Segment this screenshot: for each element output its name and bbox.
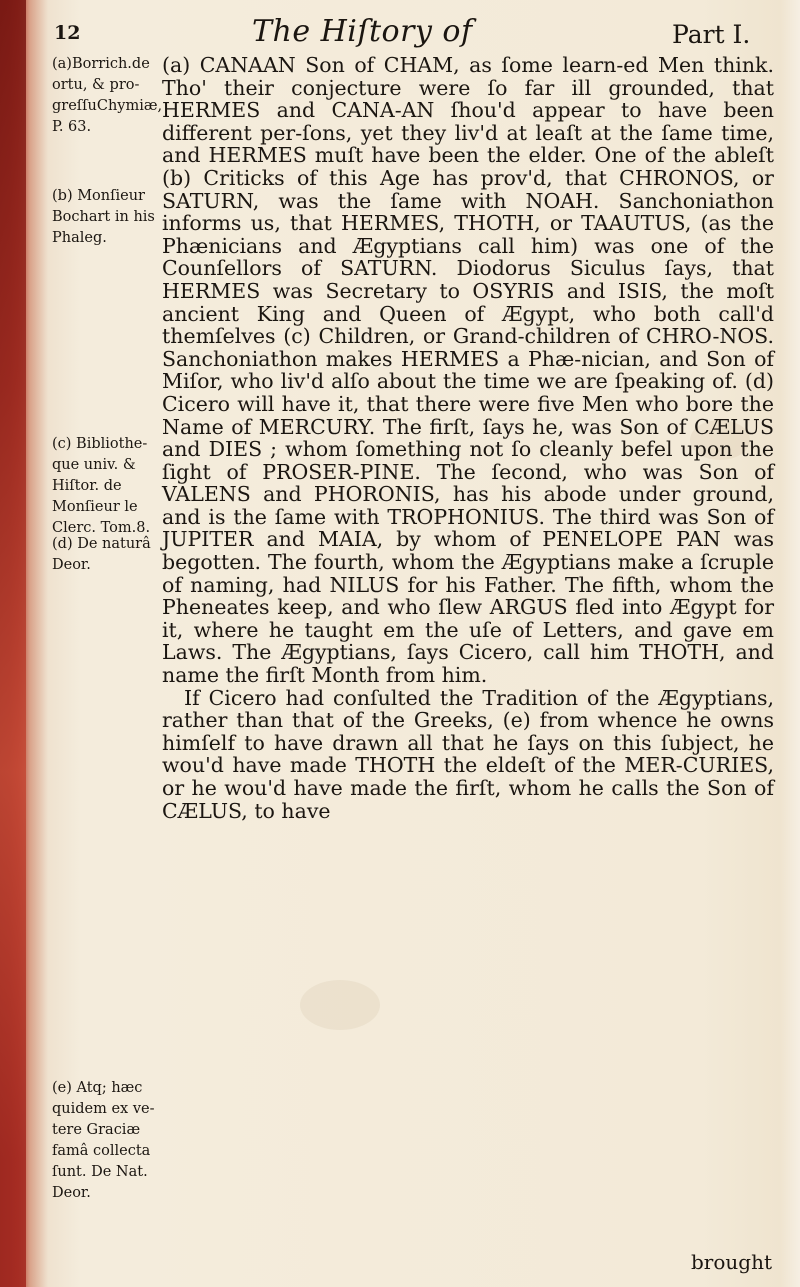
running-header	[0, 14, 800, 54]
paragraph-1: (a) CANAAN Son of CHAM, as ſome learn-ed Men think. Tho' their conjecture were ſo far ill grounded, that HERMES and CANA-AN ſhou'd appear to have been different per-ſons, yet they liv'd at leaſt at the ſame time, and HERMES muſt have been the elder. One of the ableſt (b) Criticks of this Age has prov'd, that CHRONOS, or SATURN, was the ſame with NOAH. Sanchoniathon informs us, that HERMES, THOTH, or TAAUTUS, (as the Phænicians and Ægyptians call him) was one of the Counſellors of SATURN. Diodorus Siculus ſays, that HERMES was Secretary to OSYRIS and ISIS, the moſt ancient King and Queen of Ægypt, who both call'd themſelves (c) Children, or Grand-children of CHRO-NOS. Sanchoniathon makes HERMES a Phæ-nician, and Son of Miſor, who liv'd alſo about the time we are ſpeaking of. (d) Cicero will have it, that there were five Men who bore the Name of MERCURY. The firſt, ſays he, was Son of CÆLUS and DIES ; whom ſomething not ſo cleanly befel upon the ſight of PROSER-PINE. The ſecond, who was Son of VALENS and PHORONIS, has his abode under ground, and is the ſame with TROPHONIUS. The third was Son of JUPITER and MAIA, by whom of PENELOPE PAN was begotten. The fourth, whom the Ægyptians make a ſcruple of naming, had NILUS for his Father. The fifth, whom the Pheneates keep, and who ſlew ARGUS fled into Ægypt for it, where he taught em the uſe of Letters, and gave em Laws. The Ægyptians, ſays Cicero, call him THOTH, and name the firſt Month from him.	[162, 53, 774, 688]
catchword: brought	[690, 1250, 772, 1274]
margin-note-e: (e) Atq; hæc quidem ex ve-tere Graciæ famâ collecta ſunt. De Nat. Deor.	[52, 1080, 155, 1201]
paragraph-2: If Cicero had conſulted the Tradition of the Ægyptians, rather than that of the Greeks, (e) from whence he owns himſelf to have drawn all that he ſays on this ſubject, he wou'd have made THOTH the eldeſt of the MER-CURIES, or he wou'd have made the firſt, whom he calls the Son of CÆLUS, to have	[162, 685, 774, 823]
running-title: The Hiſtory of	[252, 14, 473, 49]
part-label: Part I.	[672, 20, 751, 49]
book-spine-edge	[0, 0, 26, 1287]
margin-note-c: (c) Bibliothe-que univ. & Hiſtor. de Monſieur le Clerc. Tom.8.	[52, 436, 151, 536]
paper-stain	[300, 980, 380, 1030]
main-text	[162, 54, 774, 822]
margin-note-b: (b) Monſieur Bochart in his Phaleg.	[52, 188, 155, 246]
margin-note-a: (a)Borrich.de ortu, & pro-greſſuChymiæ, P. 63.	[52, 56, 163, 135]
margin-note-d: (d) De naturâ Deor.	[52, 536, 151, 573]
page-number: 12	[54, 22, 81, 44]
